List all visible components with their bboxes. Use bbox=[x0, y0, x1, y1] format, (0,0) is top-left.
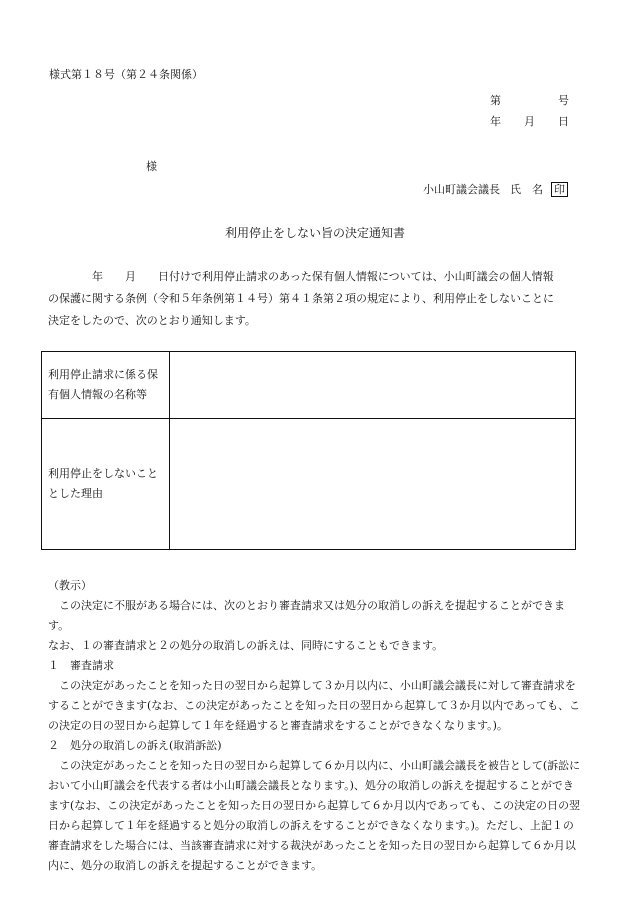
notes-line: この決定があったことを知った日の翌日から起算して３か月以内に、小山町議会議長に対して審査請求を bbox=[59, 679, 576, 692]
reason-value bbox=[170, 419, 576, 550]
info-table bbox=[41, 351, 576, 550]
document-number-suffix: 号 bbox=[558, 94, 569, 107]
section-heading-lawsuit: ２ 処分の取消しの訴え(取消訴訟) bbox=[48, 739, 222, 752]
sender bbox=[423, 182, 568, 197]
sender-name-label: 氏 名 bbox=[510, 183, 543, 196]
info-name-value bbox=[170, 352, 576, 419]
intro-paragraph bbox=[48, 266, 580, 332]
notes-line: この決定があったことを知った日の翌日から起算して６か月以内に、小山町議会議長を被告として(訴訟に bbox=[59, 759, 581, 772]
notes-line: ます(なお、この決定があったことを知った日の翌日から起算して６か月以内であっても、この決定の日の翌 bbox=[48, 799, 581, 812]
notes-line: おいて小山町議会を代表する者は小山町議会議長となります。)、処分の取消しの訴えを提起することができ bbox=[48, 779, 574, 792]
date-month: 月 bbox=[524, 115, 535, 128]
section-heading-appeal: １ 審査請求 bbox=[48, 659, 114, 672]
intro-line: 年 月 日付けで利用停止請求のあった保有個人情報については、小山町議会の個人情報 bbox=[92, 270, 554, 283]
intro-line: の保護に関する条例（令和５年条例第１４号）第４１条第２項の規定により、利用停止をしないことに bbox=[48, 292, 554, 305]
form-number: 様式第１８号（第２４条関係） bbox=[49, 68, 203, 81]
date-day: 日 bbox=[558, 115, 569, 128]
instructions-heading: （教示） bbox=[48, 579, 92, 592]
instructions-section bbox=[48, 576, 582, 876]
document-title: 利用停止をしない旨の決定通知書 bbox=[224, 226, 405, 240]
notes-line: 内に、処分の取消しの訴えを提起することができます。 bbox=[48, 859, 323, 872]
addressee: 様 bbox=[146, 160, 157, 173]
notes-line: 日から起算して１年を経過すると処分の取消しの訴えをすることができなくなります。)。ただし、上記１の bbox=[48, 819, 574, 832]
document-number-prefix: 第 bbox=[490, 94, 501, 107]
date-year: 年 bbox=[490, 115, 501, 128]
seal-stamp: 印 bbox=[551, 182, 568, 197]
sender-title: 小山町議会議長 bbox=[423, 183, 500, 196]
intro-line: 決定をしたので、次のとおり通知します。 bbox=[48, 314, 256, 327]
reason-label: 利用停止をしないこととした理由 bbox=[42, 419, 170, 550]
table-row bbox=[42, 419, 576, 550]
notes-line: この決定に不服がある場合には、次のとおり審査請求又は処分の取消しの訴えを提起することができます。 bbox=[48, 599, 565, 632]
table-row bbox=[42, 352, 576, 419]
notes-line: することができます(なお、この決定があったことを知った日の翌日から起算して３か月以内であっても、こ bbox=[48, 699, 581, 712]
notes-line: なお、１の審査請求と２の処分の取消しの訴えは、同時にすることもできます。 bbox=[48, 639, 444, 652]
notes-line: 審査請求をした場合には、当該審査請求に対する裁決があったことを知った日の翌日から起算して６か月以 bbox=[48, 839, 576, 852]
info-name-label: 利用停止請求に係る保有個人情報の名称等 bbox=[42, 352, 170, 419]
notes-line: の決定の日の翌日から起算して１年を経過すると審査請求をすることができなくなります。)。 bbox=[48, 719, 508, 732]
